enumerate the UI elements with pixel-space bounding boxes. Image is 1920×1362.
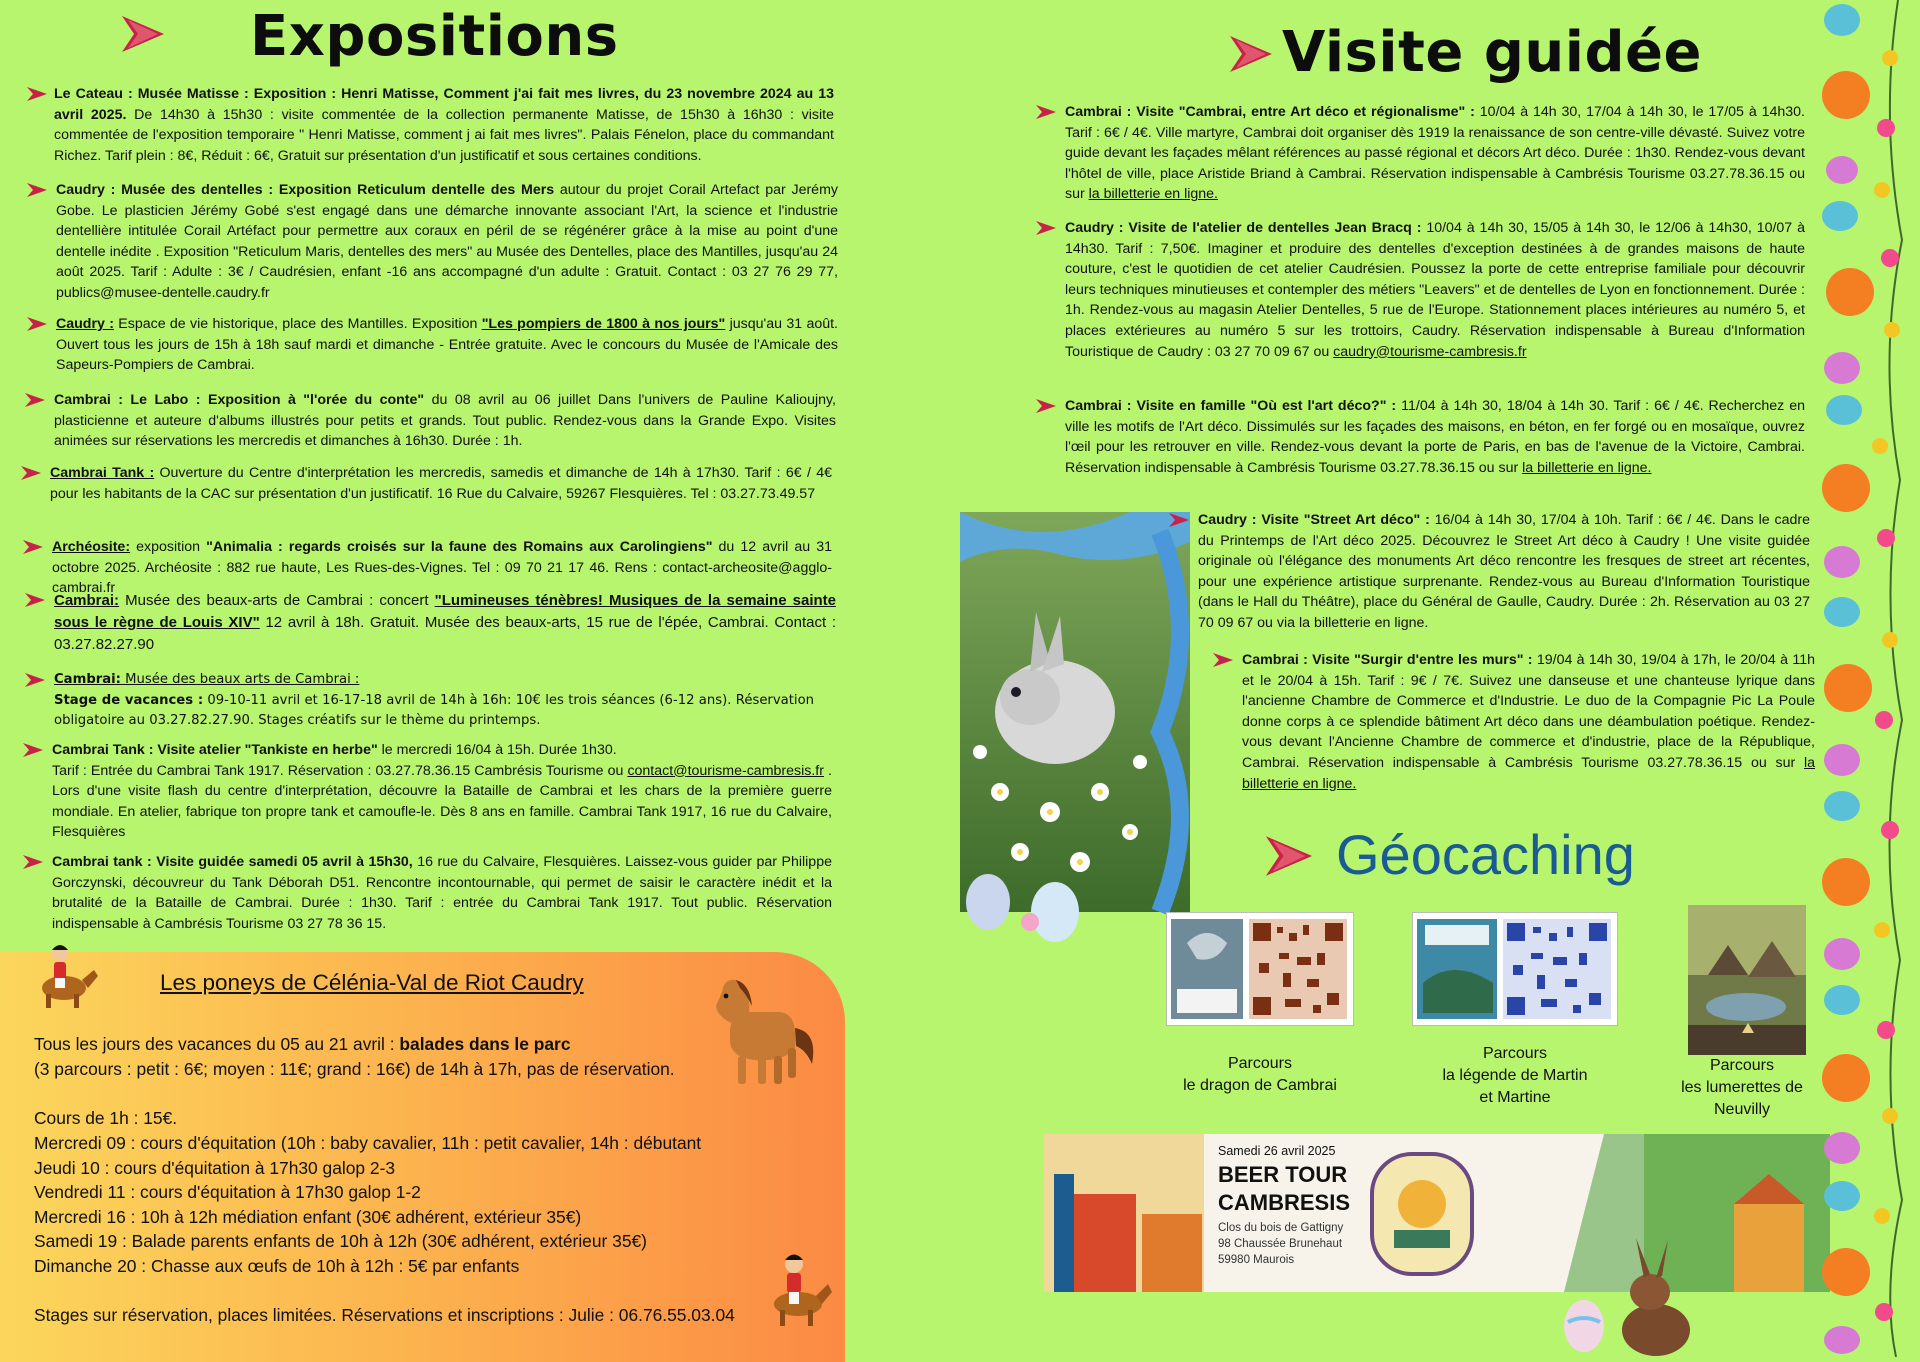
entry-body: 10/04 à 14h 30, 15/05 à 14h 30, le 12/06 à 14h30, 10/07 à 14h30. Tarif : 7,50€. Imaginer et produire des dentelles d'exception destinées à de grandes maisons de haute couture, c'est le quotidien de cet atelier Caudrésien. Poussez la porte de cette entreprise familiale pour découvrir leurs techniques minutieuses et contempler des métiers "Leavers" et de dentelles de Lyon en fonctionnement. Durée : 1h. Rendez-vous au magasin Atelier Dentelles, 5 rue de l'Europe. Stationnement places intérieures au numéro 5, et places extérieures au numéro 5 sur les trottoirs, Caudry. Réservation indispensable à Bureau d'Information Touristique de Caudry : 03 27 70 09 67 ou xyxy=(1065,220,1805,360)
entry-body: exposition xyxy=(130,539,207,555)
address-line: Clos du bois de Gattigny xyxy=(1218,1222,1344,1234)
qr-code-icon xyxy=(1413,913,1617,1025)
billetterie-link[interactable]: la billetterie en ligne. xyxy=(1522,459,1652,476)
poneys-line: Jeudi 10 : cours d'équitation à 17h30 galop 2-3 xyxy=(34,1158,396,1178)
caption-line: la légende de Martin xyxy=(1442,1067,1588,1084)
qr-card-martin[interactable] xyxy=(1412,912,1618,1026)
qr-code-icon xyxy=(1167,913,1353,1025)
lumerettes-book-cover[interactable] xyxy=(1688,905,1806,1055)
beer-banner-illustration xyxy=(1044,1134,1830,1292)
pony-rider-icon xyxy=(762,1248,834,1330)
entry-body: autour du projet Corail Artefact par Jerémy Gobe. Le plasticien Jérémy Gobé s'est engagé dans une démarche innovante associant l'Art, la science et l'industrie dentellière intitulée Corail Artéfact pour permettre aux coraux en péril de se régénérer grâce à la mise au point d'une dentelle inédite . Exposition "Reticulum Maris, dentelles des mers" au Musée des Dentelles, place des Mantilles, jusqu'au 24 août 2025. Tarif : Adulte : 3€ / Caudrésien, enfant -16 ans accompagné d'un adulte : Gratuit. Contact : 03 27 76 29 77, publics@musee-dentelle.caudry.fr xyxy=(56,182,838,301)
arrow-icon xyxy=(26,182,48,198)
entry-body: Ouverture du Centre d'interprétation les mercredis, samedis et dimanche de 14h à 17h30. Tarif : 6€ / 4€ pour les habitants de la CAC sur présentation d'un justificatif. 16 Rue du Calvaire, 59267 Flesquières. Tel : 03.27.73.49.57 xyxy=(50,465,832,502)
entry-subhead: Musée des beaux arts de Cambrai : xyxy=(120,672,360,687)
poneys-text: Tous les jours des vacances du 05 au 21 avril : xyxy=(34,1034,400,1054)
arrow-icon xyxy=(24,672,46,688)
contact-link[interactable]: contact@tourisme-cambresis.fr xyxy=(627,762,824,779)
email-link[interactable]: caudry@tourisme-cambresis.fr xyxy=(1333,343,1527,360)
entry-body: 19/04 à 14h 30, 19/04 à 17h, le 20/04 à 11h et le 20/04 à 15h. Tarif : 9€ / 7€. Suivez une danseuse et une chanteuse lyrique dans l'ancienne Chambre de Commerce et d'Industrie. Le duo de la Compagnie Pic La Poule donne corps à ce splendide bâtiment Art déco dans une déambulation poétique. Rendez-vous devant l'Ancienne Chambre de commerce et d'industrie, place de la République, Cambrai. Réservation indispensable à Cambrésis Tourisme 03.27.78.36.15 ou sur xyxy=(1242,652,1815,771)
entry-body: Tarif : Entrée du Cambrai Tank 1917. Réservation : 03.27.78.36.15 Cambrésis Tourisme ou xyxy=(52,762,628,779)
poneys-text-bold: balades dans le parc xyxy=(399,1034,571,1054)
poneys-line: Stages sur réservation, places limitées. Réservations et inscriptions : Julie : 06.76.55.03.04 xyxy=(34,1305,735,1325)
expo-entry-stage xyxy=(54,670,814,732)
arrow-icon xyxy=(120,14,166,54)
poneys-line: Samedi 19 : Balade parents enfants de 10h à 12h (30€ adhérent, extérieur 35€) xyxy=(34,1231,647,1251)
expo-entry-tank-visite xyxy=(52,852,832,934)
poneys-line: Dimanche 20 : Chasse aux œufs de 10h à 12h : 5€ par enfants xyxy=(34,1256,520,1276)
beer-title-2: CAMBRESIS xyxy=(1218,1190,1351,1215)
entry-body: 12 avril à 18h. Gratuit. Musée des beaux-arts, 15 rue de l'épée, Cambrai. Contact : 03.27.82.27.90 xyxy=(54,614,837,653)
expo-entry-dentelles xyxy=(56,180,838,304)
entry-head: Cambrai: xyxy=(54,592,120,609)
entry-head: Cambrai tank : Visite guidée samedi 05 avril à 15h30, xyxy=(52,854,413,870)
entry-link[interactable]: "Les pompiers de 1800 à nos jours" xyxy=(481,316,726,332)
poneys-line: (3 parcours : petit : 6€; moyen : 11€; grand : 16€) de 14h à 17h, pas de réservation. xyxy=(34,1059,675,1079)
expo-entry-tank xyxy=(50,463,832,504)
poneys-line: Vendredi 11 : cours d'équitation à 17h30 galop 1-2 xyxy=(34,1182,421,1202)
arrow-icon xyxy=(1168,512,1190,528)
poneys-line: Cours de 1h : 15€. xyxy=(34,1108,178,1128)
chocolate-bunny-icon xyxy=(1560,1230,1700,1357)
caption-dragon xyxy=(1160,1053,1360,1097)
qr-card-dragon[interactable] xyxy=(1166,912,1354,1026)
entry-head: Caudry : Musée des dentelles : Exposition Reticulum dentelle des Mers xyxy=(56,182,555,198)
caption-line: Parcours xyxy=(1227,1055,1293,1072)
poneys-line xyxy=(34,1032,571,1057)
entry-body: le mercredi 16/04 à 15h. Durée 1h30. xyxy=(377,742,617,758)
entry-head: Cambrai Tank : xyxy=(50,465,155,481)
entry-body: 16/04 à 14h 30, 17/04 à 10h. Tarif : 6€ / 4€. Dans le cadre du Printemps de l'Art déco 2025. Découvrez le Street Art déco à Caudry ! Une visite guidée originale où l'élégance des monuments Art déco rencontre les fresques de street art récentes, pour une expérience artistique surprenante. Rendez-vous au Bureau d'Information Touristique (dans le Hall du Théâtre), place du Général de Gaulle, Caudry. Durée : 2h. Réservation au 03 27 70 09 67 ou via la billetterie en ligne. xyxy=(1198,512,1810,631)
caption-line: les lumerettes de xyxy=(1681,1079,1803,1096)
beer-date: Samedi 26 avril 2025 xyxy=(1218,1144,1336,1158)
arrow-icon xyxy=(1035,104,1057,120)
entry-body: De 14h30 à 15h30 : visite commentée de la collection permanente Matisse, de 15h30 à 16h30 : visite commentée de l'exposition temporaire " Henri Matisse, comment j ai fait mes livres". Palais Fénelon, place du commandant Richez. Tarif plein : 8€, Réduit : 6€, Gratuit sur présentation d'un justificatif et sous certaines conditions. xyxy=(54,106,834,164)
easter-bunny-image xyxy=(960,512,1210,952)
entry-head: Cambrai : Visite "Cambrai, entre Art déco et régionalisme" : xyxy=(1065,104,1475,120)
expo-entry-concert xyxy=(54,590,836,656)
easter-border xyxy=(1820,0,1920,1357)
entry-body: . Lors d'une visite flash du centre d'interprétation, découvre la Bataille de Cambrai et les chars de la première guerre mondiale. En atelier, fabrique ton propre tank et camoufle-le. Dès 8 ans en famille. Cambrai Tank 1917, 16 rue du Calvaire, Flesquières xyxy=(52,762,832,841)
address-line: 59980 Maurois xyxy=(1218,1254,1295,1266)
entry-body: du 08 avril au 06 juillet Dans l'univers de Pauline Kalioujny, plasticienne et auteure d'albums illustrés pour petits et grands. Tout public. Rendez-vous dans la Grande Expo. Visites animées sur réservations les mercredis et dimanches à 16h30. Durée : 1h. xyxy=(54,392,836,450)
caption-line: Parcours xyxy=(1709,1057,1775,1074)
visite-entry-surgir xyxy=(1242,650,1815,794)
caption-martin xyxy=(1420,1043,1610,1109)
billetterie-link[interactable]: la billetterie en ligne. xyxy=(1242,754,1815,792)
address-line: 98 Chaussée Brunehaut xyxy=(1218,1238,1343,1250)
poneys-line: Mercredi 16 : 10h à 12h médiation enfant (30€ adhérent, extérieur 35€) xyxy=(34,1207,582,1227)
entry-body: 11/04 à 14h 30, 18/04 à 14h 30. Tarif : 6€ / 4€. Recherchez en ville les motifs de l'Art déco. Dissimulés sur les façades des maisons, en béton, en fer forgé ou en mosaïque, ouvrez l'œil pour les retrouver en ville. Rendez-vous devant la porte de Paris, en bas de l'avenue de la Victoire, Cambrai. Réservation indispensable à Cambrésis Tourisme 03.27.78.36.15 ou sur xyxy=(1065,398,1805,476)
arrow-icon xyxy=(26,316,48,332)
arrow-icon xyxy=(24,592,46,608)
visite-entry-bracq xyxy=(1065,218,1805,362)
visite-title: Visite guidée xyxy=(1282,20,1703,85)
arrow-icon xyxy=(22,854,44,870)
entry-head: Le Cateau : Musée Matisse : Exposition : Henri Matisse, Comment j'ai fait mes livres, du 23 novembre 2024 au 13 avril 2025. xyxy=(54,86,834,123)
entry-head: Cambrai : Visite "Surgir d'entre les murs" : xyxy=(1242,652,1533,668)
entry-body: Espace de vie historique, place des Mantilles. Exposition xyxy=(113,316,482,332)
geocaching-title: Géocaching xyxy=(1336,823,1635,886)
entry-body: 16 rue du Calvaire, Flesquières. Laissez-vous guider par Philippe Gorczynski, découvreur du Tank Déborah D51. Rencontre incontournable, qui permet de saisir le caractère inédit et la brutalité de la Bataille de Cambrai. Durée : 1h30. Tarif : entrée du Cambrai Tank 1917. Tout public. Réservation indispensable à Cambrésis Tourisme 03 27 78 36 15. xyxy=(52,854,832,932)
entry-title: "Animalia : regards croisés sur la faune des Romains aux Carolingiens" xyxy=(206,539,713,555)
beer-title-1: BEER TOUR xyxy=(1218,1162,1348,1187)
visite-entry-famille xyxy=(1065,396,1805,478)
caption-line: Parcours xyxy=(1482,1045,1548,1062)
expo-entry-matisse xyxy=(54,84,834,166)
arrow-icon xyxy=(26,86,48,102)
entry-head: Cambrai : Visite en famille "Où est l'art déco?" : xyxy=(1065,398,1397,414)
expo-entry-pompiers xyxy=(56,314,838,376)
expo-entry-tankiste xyxy=(52,740,832,843)
arrow-icon xyxy=(1035,398,1057,414)
entry-body: jusqu'au 31 août. Ouvert tous les jours de 15h à 18h sauf mardi et dimanche - Entrée gratuite. Avec le concours du Musée de l'Amicale des Sapeurs-Pompiers de Cambrai. xyxy=(56,316,838,374)
arrow-icon xyxy=(22,742,44,758)
entry-head: Stage de vacances : xyxy=(54,692,204,708)
poneys-title: Les poneys de Célénia-Val de Riot Caudry xyxy=(160,970,584,995)
visite-entry-artdeco xyxy=(1065,102,1805,205)
billetterie-link[interactable]: la billetterie en ligne. xyxy=(1088,186,1218,203)
entry-head: Cambrai Tank : Visite atelier "Tankiste en herbe" xyxy=(52,742,378,758)
entry-head: Cambrai : Le Labo : Exposition à "l'orée du conte" xyxy=(54,392,425,408)
arrow-icon xyxy=(1262,834,1316,878)
caption-line: et Martine xyxy=(1479,1089,1551,1106)
entry-body: Musée des beaux-arts de Cambrai : concert xyxy=(119,592,435,609)
pony-rider-icon xyxy=(30,940,100,1012)
arrow-icon xyxy=(1228,34,1274,74)
entry-head: Caudry : Visite "Street Art déco" : xyxy=(1198,512,1430,528)
horse-icon xyxy=(700,972,825,1092)
arrow-icon xyxy=(20,465,42,481)
expositions-title: Expositions xyxy=(250,4,619,69)
arrow-icon xyxy=(24,392,46,408)
expo-entry-labo xyxy=(54,390,836,452)
entry-head: Caudry : xyxy=(56,316,114,332)
beer-tour-banner[interactable] xyxy=(1044,1134,1830,1292)
beer-address xyxy=(1218,1220,1343,1268)
arrow-icon xyxy=(1035,220,1057,236)
entry-link[interactable]: "Lumineuses ténèbres! Musiques de la semaine sainte sous le règne de Louis XIV" xyxy=(54,592,837,631)
arrow-icon xyxy=(22,539,44,555)
entry-body: 10/04 à 14h 30, 17/04 à 14h 30, le 17/05 à 14h30. Tarif : 6€ / 4€. Ville martyre, Cambrai doit organiser dès 1919 la renaissance de son centre-ville dévasté. Suivez votre guide devant les façades mêlant références au passé régional et décors Art déco. Durée : 1h30. Rendez-vous devant l'hôtel de ville, place Aristide Briand à Cambrai. Réservation indispensable à Cambrésis Tourisme 03.27.78.36.15 ou sur xyxy=(1065,104,1805,203)
caption-line: Neuvilly xyxy=(1713,1101,1770,1118)
visite-entry-streetart xyxy=(1198,510,1810,634)
entry-body: 09-10-11 avril et 16-17-18 avril de 14h à 16h: 10€ les trois séances (6-12 ans). Réservation obligatoire au 03.27.82.27.90. Stages créatifs sur le thème du printemps. xyxy=(54,692,814,729)
entry-head: Cambrai: xyxy=(54,672,121,687)
entry-head: Archéosite: xyxy=(52,539,131,555)
caption-line: le dragon de Cambrai xyxy=(1183,1077,1337,1094)
caption-lumerettes xyxy=(1652,1055,1832,1121)
entry-head: Caudry : Visite de l'atelier de dentelles Jean Bracq : xyxy=(1065,220,1422,236)
arrow-icon xyxy=(1212,652,1234,668)
poneys-line: Mercredi 09 : cours d'équitation (10h : baby cavalier, 11h : petit cavalier, 14h : débutant xyxy=(34,1133,702,1153)
entry-body: du 12 avril au 31 octobre 2025. Archéosite : 882 rue haute, Les Rues-des-Vignes. Tel : 09 70 21 17 46. Rens : contact-archeosite@agglo-cambrai.fr xyxy=(52,539,832,597)
